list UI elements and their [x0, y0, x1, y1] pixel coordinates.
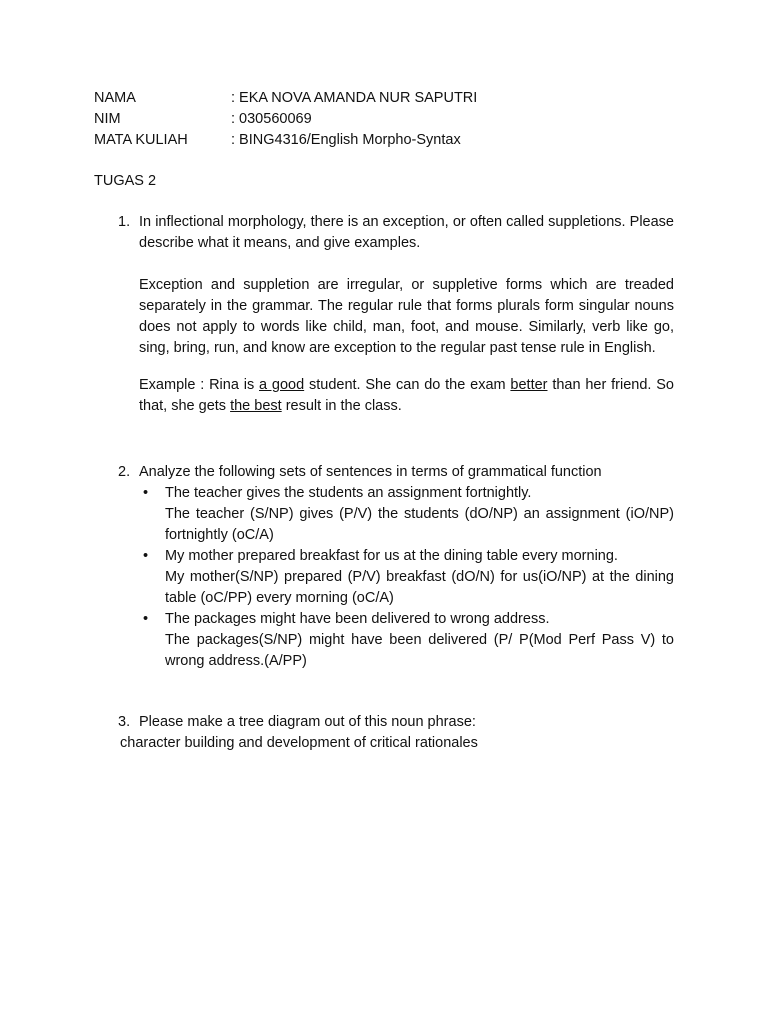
bullet-icon: •	[143, 485, 149, 501]
bullet-sentence: My mother prepared breakfast for us at the dining table every morning.	[165, 548, 618, 564]
bullet-sentence: The packages might have been delivered to wrong address.	[165, 611, 550, 627]
bullet-item	[143, 546, 674, 567]
question-1	[118, 212, 674, 417]
course-value: : BING4316/English Morpho-Syntax	[231, 132, 461, 148]
course-row	[94, 130, 477, 151]
bullet-item	[143, 483, 674, 504]
question-2-text: Analyze the following sets of sentences in terms of grammatical function	[139, 464, 602, 480]
question-3	[118, 712, 674, 733]
bullet-analysis: The teacher (S/NP) gives (P/V) the students (dO/NP) an assignment (iO/NP) fortnightly (oC/A)	[165, 506, 674, 543]
nim-value: : 030560069	[231, 111, 312, 127]
example-text-1: Example : Rina is	[139, 377, 260, 393]
bullet-icon: •	[143, 611, 149, 627]
example-text-4: result in the class.	[281, 398, 402, 414]
question-3-number: 3.	[118, 714, 131, 730]
name-value: : EKA NOVA AMANDA NUR SAPUTRI	[231, 90, 478, 106]
nim-row	[94, 109, 477, 130]
example-underlined-a-good: a good	[259, 377, 305, 393]
question-2-number: 2.	[118, 464, 131, 480]
question-3-phrase: character building and development of critical rationales	[120, 735, 478, 751]
example-text-2: student. She can do the exam	[304, 377, 511, 393]
example-underlined-better: better	[510, 377, 548, 393]
name-label: NAMA	[94, 90, 136, 106]
bullet-item	[143, 609, 674, 630]
student-info-header	[94, 88, 477, 151]
question-1-answer: Exception and suppletion are irregular, or suppletive forms which are treaded separately in the grammar. The regular rule that forms plurals form singular nouns does not apply to words like child, man, foot, and mouse. Similarly, verb like go, sing, bring, run, and know are exception to the regular past tense rule in English.	[139, 277, 674, 356]
question-1-number: 1.	[118, 214, 131, 230]
example-underlined-the-best: the best	[230, 398, 282, 414]
course-label: MATA KULIAH	[94, 132, 188, 148]
question-3-text: Please make a tree diagram out of this noun phrase:	[139, 714, 476, 730]
example-text-3: than her friend. So that, she gets	[139, 377, 674, 414]
bullet-analysis: The packages(S/NP) might have been delivered (P/ P(Mod Perf Pass V) to wrong address.(A/PP)	[165, 632, 674, 669]
bullet-icon: •	[143, 548, 149, 564]
nim-label: NIM	[94, 111, 121, 127]
task-title: TUGAS 2	[94, 173, 157, 189]
name-row	[94, 88, 477, 109]
question-2	[118, 462, 674, 672]
question-1-example	[139, 375, 674, 417]
bullet-analysis: My mother(S/NP) prepared (P/V) breakfast (dO/N) for us(iO/NP) at the dining table (oC/PP) every morning (oC/A)	[165, 569, 674, 606]
bullet-sentence: The teacher gives the students an assignment fortnightly.	[165, 485, 532, 501]
question-1-text: In inflectional morphology, there is an exception, or often called suppletions. Please describe what it means, and give examples.	[139, 214, 674, 251]
